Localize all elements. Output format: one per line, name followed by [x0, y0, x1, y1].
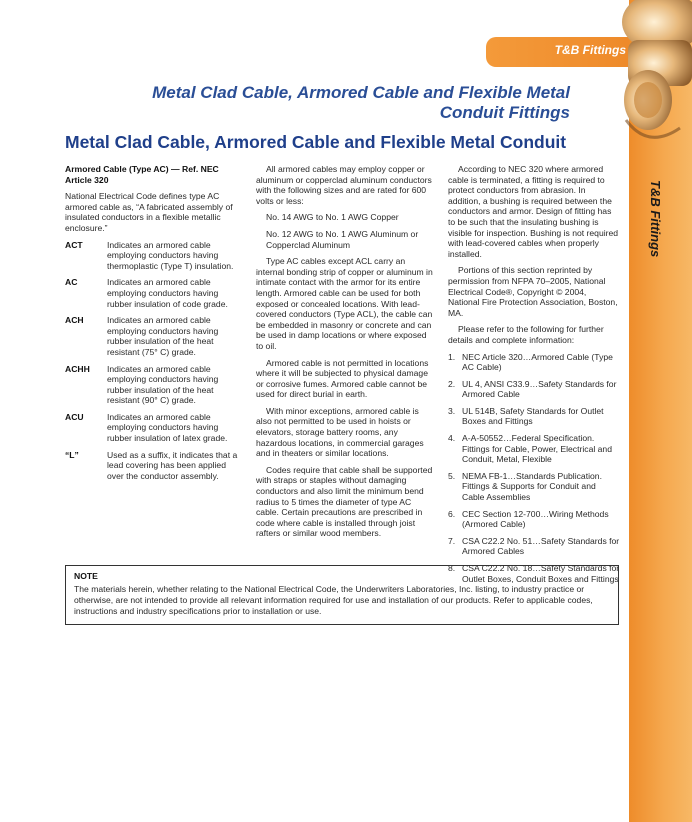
- fitting-photo: [570, 0, 692, 150]
- list-number: 4.: [448, 433, 456, 444]
- page-title: Metal Clad Cable, Armored Cable and Flexible Metal Conduit: [65, 132, 567, 152]
- paragraph: Type AC cables except ACL carry an internal bonding strip of copper or aluminum in intimate contact with the armor for its entire length. Armored cable can be used for both exposed or concealed locations. With lead-covered conductors (Type ACL), the cable can be embedded in masonry or concrete and can be used in damp locations or where exposed to oil.: [256, 256, 433, 351]
- list-item: [448, 471, 620, 503]
- definition-term: ACHH: [65, 363, 90, 374]
- definition-desc: Indicates an armored cable employing conductors having rubber insulation of the heat resistant (90° C) grade.: [107, 363, 219, 406]
- page-subtitle: Metal Clad Cable, Armored Cable and Flexible Metal Conduit Fittings: [152, 83, 570, 122]
- list-text: CSA C22.2 No. 18…Safety Standards for Outlet Boxes, Conduit Boxes and Fittings: [462, 563, 620, 584]
- side-section-label: [643, 180, 663, 310]
- list-number: 3.: [448, 405, 456, 416]
- paragraph: Armored cable is not permitted in locations where it will be subjected to physical damage or corrosive fumes. Armored cable cannot be used for direct burial in earth.: [256, 357, 429, 400]
- paragraph: Codes require that cable shall be supported with straps or staples without damaging conductors and also limit the minimum bend radius to 5 times the diameter of type AC cable. Certain precautions are prescribed in code where cable is installed through joist rafters or similar wood members.: [256, 464, 433, 539]
- definition-desc: Indicates an armored cable employing conductors having thermoplastic (Type T) insulation.: [107, 239, 234, 271]
- column-1: [65, 164, 240, 487]
- intro-paragraph: National Electrical Code defines type AC armored cable as, “A fabricated assembly of insulated conductors in a flexible metallic enclosure.”: [65, 191, 233, 233]
- definition-desc: Indicates an armored cable employing conductors having rubber insulation of latex grade.: [107, 411, 228, 444]
- list-text: UL 4, ANSI C33.9…Safety Standards for Armored Cable: [462, 378, 617, 400]
- list-item: [448, 509, 620, 530]
- list-text: A-A-50552…Federal Specification. Fittings for Cable, Power, Electrical and Conduit, Metal, Flexible: [462, 433, 612, 465]
- header-band-label: T&B Fittings: [554, 43, 626, 57]
- paragraph: All armored cables may employ copper or aluminum or copperclad aluminum conductors with the following sizes and are rated for 600 volts or less:: [256, 164, 432, 206]
- list-item: [448, 406, 620, 427]
- paragraph: According to NEC 320 where armored cable is terminated, a fitting is required to protect conductors from abrasion. In addition, a bushing is required between the conductors and armor. Design of fitting has to be such that the insulating bushing is visible for inspection. Bushing is not required with lead-covered cables when properly installed.: [448, 164, 619, 259]
- definition-item: [65, 412, 240, 444]
- list-text: NEMA FB-1…Standards Publication. Fittings & Supports for Conduit and Cable Assemblies: [462, 470, 602, 503]
- list-text: CSA C22.2 No. 51…Safety Standards for Armored Cables: [462, 535, 620, 557]
- paragraph: Please refer to the following for further details and complete information:: [448, 324, 604, 345]
- definition-term: “L”: [65, 449, 79, 460]
- definition-item: [65, 364, 240, 406]
- definition-desc: Indicates an armored cable employing conductors having rubber insulation of the heat resistant (75° C) grade.: [107, 315, 219, 357]
- note-text: The materials herein, whether relating to the National Electrical Code, the Underwriters Laboratories, Inc. listing, to industry practice or otherwise, are not intended to provide all relevant information required for use and installation of our products. Refer to applicable codes, instructions and industry specifications prior to installation or use.: [74, 584, 593, 616]
- definition-term: ACU: [65, 411, 84, 422]
- column-2: [256, 164, 434, 545]
- list-number: 5.: [448, 470, 456, 481]
- note-box: [65, 565, 619, 625]
- definition-desc: Indicates an armored cable employing conductors having rubber insulation of code grade.: [107, 277, 228, 309]
- definition-item: [65, 277, 240, 309]
- list-item: [448, 352, 620, 373]
- definition-term: ACH: [65, 315, 84, 326]
- list-item: [448, 536, 620, 557]
- side-label-text: T&B Fittings: [648, 180, 663, 258]
- list-number: 6.: [448, 508, 456, 519]
- definition-term: ACT: [65, 239, 83, 250]
- list-number: 7.: [448, 535, 456, 546]
- definition-item: [65, 315, 240, 357]
- list-item: [448, 433, 620, 465]
- section-heading: Armored Cable (Type AC) — Ref. NEC Article 320: [65, 164, 219, 185]
- list-item: [448, 379, 620, 400]
- size-spec: No. 14 AWG to No. 1 AWG Copper: [266, 212, 399, 223]
- column-3: [448, 164, 620, 590]
- list-number: 2.: [448, 378, 456, 389]
- note-heading: NOTE: [74, 571, 98, 581]
- size-spec: No. 12 AWG to No. 1 AWG Aluminum or Copperclad Aluminum: [266, 228, 419, 250]
- list-number: 8.: [448, 563, 456, 573]
- paragraph: With minor exceptions, armored cable is also not permitted to be used in hoists or elevators, storage battery rooms, any hazardous locations, in commercial garages and in theaters or similar locations.: [256, 405, 424, 459]
- definition-term: AC: [65, 277, 78, 288]
- list-text: CEC Section 12-700…Wiring Methods (Armored Cable): [462, 508, 609, 530]
- definition-desc: Used as a suffix, it indicates that a lead covering has been applied over the conductor assembly.: [107, 449, 238, 481]
- list-number: 1.: [448, 351, 456, 362]
- definition-item: [65, 450, 240, 482]
- definition-item: [65, 240, 240, 272]
- list-text: NEC Article 320…Armored Cable (Type AC Cable): [462, 351, 613, 373]
- list-text: UL 514B, Safety Standards for Outlet Boxes and Fittings: [462, 405, 604, 427]
- reference-list: [448, 352, 620, 585]
- copyright-paragraph: Portions of this section reprinted by permission from NFPA 70–2005, National Electrical Code®, Copyright © 2004, National Fire Protection Association, Boston, MA.: [448, 265, 618, 318]
